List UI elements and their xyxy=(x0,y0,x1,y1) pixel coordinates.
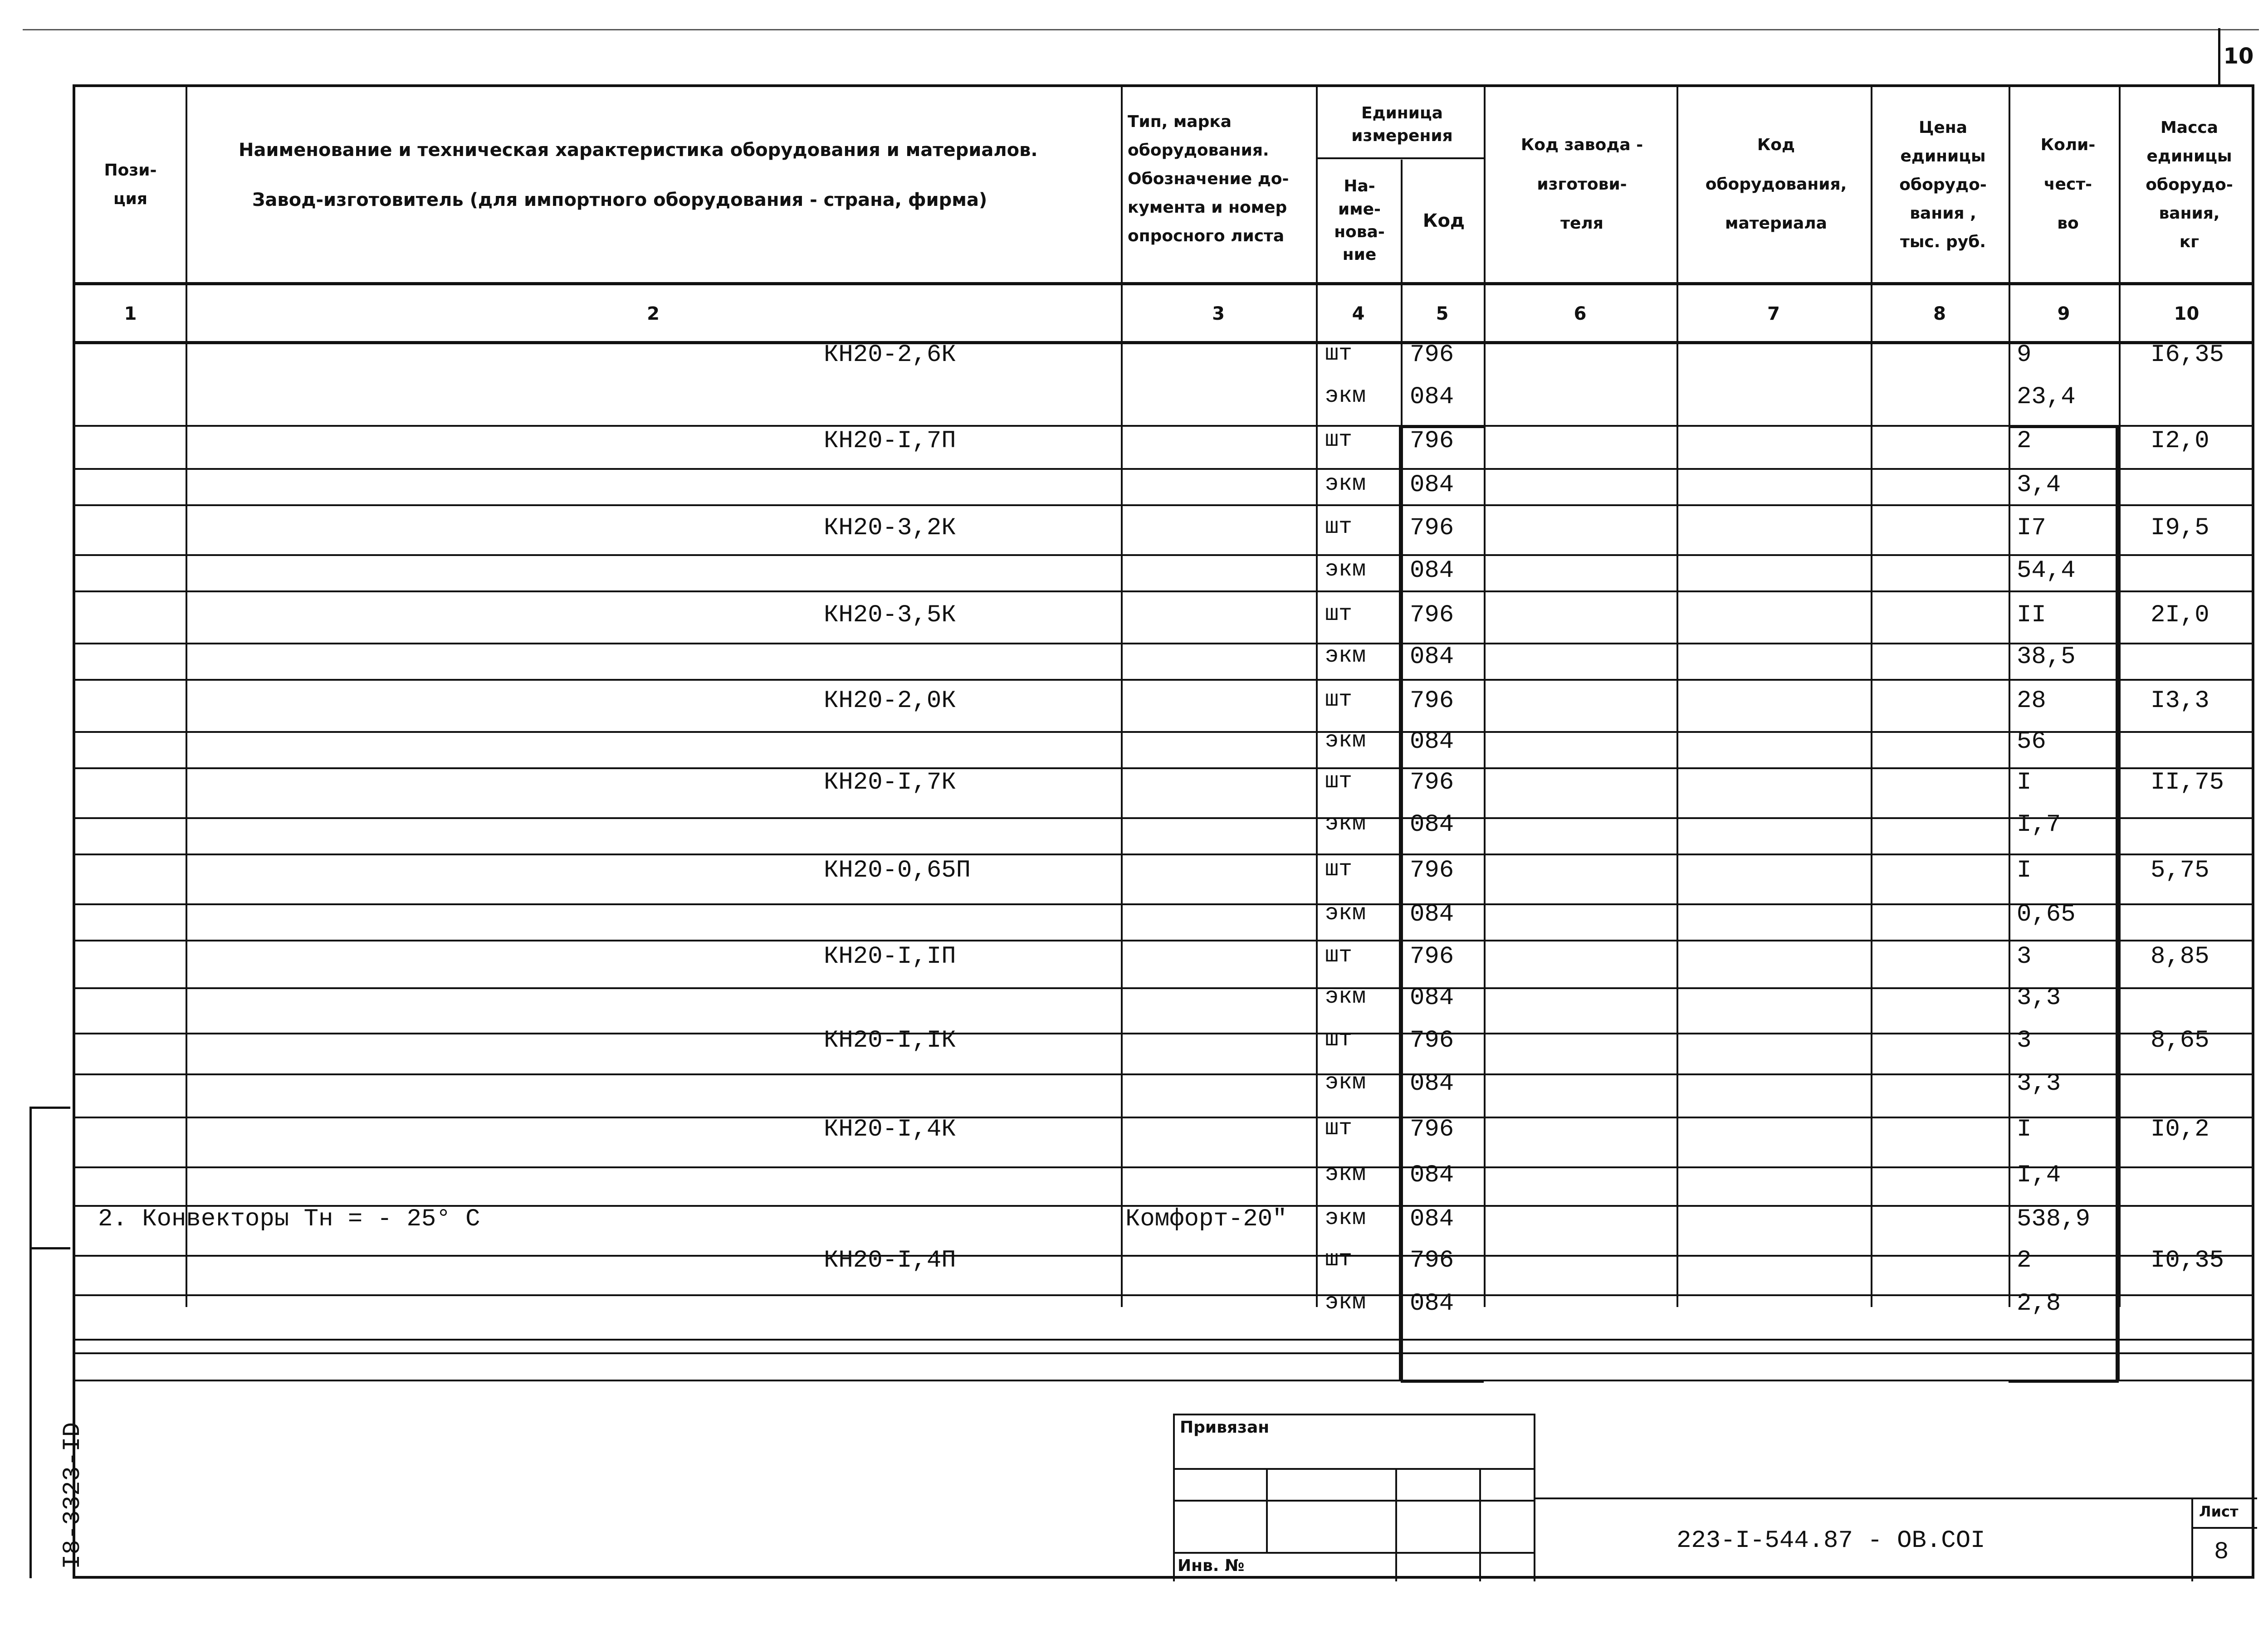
cell-mass: 2I,0 xyxy=(2151,601,2209,629)
cell-name: КН20-I,IП xyxy=(824,943,956,971)
grid-line xyxy=(75,425,2254,427)
grid-line xyxy=(186,87,187,1307)
cell-mass: 8,65 xyxy=(2151,1027,2209,1054)
cell-code: 796 xyxy=(1410,427,1454,455)
grid-line xyxy=(75,282,2254,285)
cell-unit: экм xyxy=(1325,984,1366,1010)
column-number-1: 1 xyxy=(124,303,137,324)
cell-mass: I6,35 xyxy=(2151,341,2224,369)
grid-line xyxy=(75,854,2254,855)
cell-name: КН20-0,65П xyxy=(824,857,971,884)
cell-type: Комфорт-20" xyxy=(1125,1205,1287,1233)
cell-qty: I7 xyxy=(2017,514,2046,542)
sheet-label: Лист xyxy=(2199,1503,2239,1520)
cell-qty: 3 xyxy=(2017,943,2032,971)
grid-line xyxy=(75,468,2254,470)
cell-name: КН20-3,5К xyxy=(824,601,956,629)
cell-mass: I0,2 xyxy=(2151,1116,2209,1143)
grid-line xyxy=(75,554,2254,556)
cell-qty: I xyxy=(2017,769,2032,796)
header-name-line1: Наименование и техническая характеристика оборудования и материалов. xyxy=(239,140,1038,161)
header-mass: Масса единицы оборудо- вания, кг xyxy=(2146,118,2233,251)
cell-mass: II,75 xyxy=(2151,769,2224,796)
grid-line xyxy=(75,1352,2254,1354)
grid-line xyxy=(75,817,2254,819)
cell-code: 796 xyxy=(1410,514,1454,542)
cell-unit: шт xyxy=(1325,1247,1353,1273)
cell-name: КН20-2,6К xyxy=(824,341,956,369)
grid-line xyxy=(1316,87,1318,1307)
cell-unit: шт xyxy=(1325,427,1353,453)
cell-mass: 5,75 xyxy=(2151,857,2209,884)
cell-code: 084 xyxy=(1410,811,1454,839)
top-border-line xyxy=(23,29,2259,30)
cell-unit: шт xyxy=(1325,514,1353,540)
cell-name: КН20-I,4К xyxy=(824,1116,956,1143)
cell-unit: шт xyxy=(1325,857,1353,883)
cell-code: 084 xyxy=(1410,471,1454,499)
cell-mass: I3,3 xyxy=(2151,687,2209,715)
cell-code: 796 xyxy=(1410,769,1454,796)
grid-line xyxy=(75,987,2254,989)
cell-qty: 538,9 xyxy=(2017,1205,2091,1233)
cell-code: 796 xyxy=(1410,1247,1454,1274)
column-number-10: 10 xyxy=(2174,303,2200,324)
cell-mass: I2,0 xyxy=(2151,427,2209,455)
header-type: Тип, марка оборудования. Обозначение до- кумента и номер опросного листа xyxy=(1128,112,1289,245)
cell-unit: шт xyxy=(1325,1116,1353,1141)
cell-name: КН20-I,7П xyxy=(824,427,956,455)
column-number-8: 8 xyxy=(1933,303,1946,324)
grid-line xyxy=(75,1255,2254,1257)
cell-unit: шт xyxy=(1325,943,1353,969)
cell-code: 796 xyxy=(1410,1027,1454,1054)
cell-name: КН20-I,7К xyxy=(824,769,956,796)
grid-line xyxy=(75,940,2254,941)
document-number: 223-I-544.87 - ОВ.COI xyxy=(1677,1527,1985,1555)
cell-unit: экм xyxy=(1325,1290,1366,1316)
cell-qty: 0,65 xyxy=(2017,901,2076,928)
cell-unit: экм xyxy=(1325,557,1366,583)
column-number-7: 7 xyxy=(1767,303,1780,324)
column-number-6: 6 xyxy=(1574,303,1587,324)
cell-code: 084 xyxy=(1410,1290,1454,1317)
cell-mass: 8,85 xyxy=(2151,943,2209,971)
cell-qty: 2 xyxy=(2017,427,2032,455)
grid-line xyxy=(75,1339,2254,1341)
cell-code: 084 xyxy=(1410,901,1454,928)
cell-code: 796 xyxy=(1410,943,1454,971)
cell-unit: экм xyxy=(1325,643,1366,669)
cell-qty: 54,4 xyxy=(2017,557,2076,585)
header-unit: Единица измерения xyxy=(1351,103,1453,145)
grid-line xyxy=(75,1033,2254,1034)
column-number-3: 3 xyxy=(1212,303,1225,324)
grid-line xyxy=(75,903,2254,905)
header-unit-code: Код xyxy=(1422,210,1465,231)
cell-code: 084 xyxy=(1410,557,1454,585)
cell-code: 084 xyxy=(1410,1205,1454,1233)
grid-line xyxy=(75,1166,2254,1168)
cell-qty: I,4 xyxy=(2017,1161,2061,1189)
cell-code: 084 xyxy=(1410,984,1454,1012)
stamp-privyazan-label: Привязан xyxy=(1180,1418,1270,1437)
cell-name: 2. Конвекторы Тн = - 25° С xyxy=(98,1205,480,1233)
cell-qty: I,7 xyxy=(2017,811,2061,839)
cell-qty: 3,3 xyxy=(2017,1070,2061,1097)
cell-code: 084 xyxy=(1410,383,1454,411)
cell-mass: I0,35 xyxy=(2151,1247,2224,1274)
column-number-4: 4 xyxy=(1352,303,1365,324)
cell-name: КН20-3,2К xyxy=(824,514,956,542)
grid-line xyxy=(75,590,2254,592)
grid-line xyxy=(75,1073,2254,1075)
cell-code: 796 xyxy=(1410,601,1454,629)
cell-qty: 56 xyxy=(2017,728,2046,756)
grid-line xyxy=(75,1117,2254,1118)
cell-unit: экм xyxy=(1325,728,1366,754)
cell-name: КН20-I,IК xyxy=(824,1027,956,1054)
cell-qty: 3,4 xyxy=(2017,471,2061,499)
grid-line xyxy=(1399,425,1403,1380)
cell-code: 796 xyxy=(1410,1116,1454,1143)
side-stamp-vertical xyxy=(29,1107,32,1578)
cell-qty: 3,3 xyxy=(2017,984,2061,1012)
cell-code: 084 xyxy=(1410,728,1454,756)
sheet-number: 8 xyxy=(2214,1538,2229,1566)
grid-line xyxy=(75,643,2254,644)
cell-code: 084 xyxy=(1410,1070,1454,1097)
cell-unit: шт xyxy=(1325,687,1353,713)
cell-unit: шт xyxy=(1325,601,1353,627)
cell-qty: 3 xyxy=(2017,1027,2032,1054)
cell-unit: экм xyxy=(1325,1161,1366,1187)
grid-line xyxy=(75,1294,2254,1296)
cell-qty: 28 xyxy=(2017,687,2046,715)
column-number-5: 5 xyxy=(1436,303,1449,324)
cell-unit: экм xyxy=(1325,471,1366,497)
header-unit-name: На- име- нова- ние xyxy=(1334,177,1385,264)
grid-line xyxy=(75,1380,2254,1381)
cell-name: КН20-I,4П xyxy=(824,1247,956,1274)
grid-line xyxy=(75,504,2254,506)
cell-qty: 38,5 xyxy=(2017,643,2076,671)
cell-unit: экм xyxy=(1325,901,1366,927)
grid-line xyxy=(75,679,2254,681)
grid-line xyxy=(75,731,2254,733)
header-position: Пози- ция xyxy=(104,161,157,208)
header-quantity: Коли- чест- во xyxy=(2040,136,2096,233)
corner-page-number: 10 xyxy=(2218,28,2257,85)
cell-qty: I xyxy=(2017,857,2032,884)
header-price: Цена единицы оборудо- вания , тыс. руб. xyxy=(1899,118,1987,251)
cell-qty: 23,4 xyxy=(2017,383,2076,411)
header-name-line2: Завод-изготовитель (для импортного оборудования - страна, фирма) xyxy=(252,190,987,210)
side-stamp-line-1 xyxy=(29,1107,70,1109)
cell-code: 084 xyxy=(1410,643,1454,671)
cell-qty: 2 xyxy=(2017,1247,2032,1274)
header-factory-code: Код завода - изготови- теля xyxy=(1520,136,1643,233)
grid-line xyxy=(1121,87,1123,1307)
cell-unit: шт xyxy=(1325,341,1353,367)
cell-unit: экм xyxy=(1325,1070,1366,1096)
cell-qty: I xyxy=(2017,1116,2032,1143)
cell-mass: I9,5 xyxy=(2151,514,2209,542)
header-equipment-code: Код оборудования, материала xyxy=(1705,136,1847,233)
cell-unit: экм xyxy=(1325,811,1366,837)
cell-code: 796 xyxy=(1410,857,1454,884)
cell-code: 796 xyxy=(1410,687,1454,715)
column-number-2: 2 xyxy=(647,303,660,324)
side-stamp-line-2 xyxy=(29,1247,70,1249)
grid-line xyxy=(75,767,2254,769)
cell-code: 796 xyxy=(1410,341,1454,369)
cell-unit: шт xyxy=(1325,769,1353,795)
grid-line xyxy=(2116,425,2120,1380)
grid-line xyxy=(75,341,2254,344)
stamp-inventory-label: Инв. № xyxy=(1178,1556,1245,1575)
cell-qty: II xyxy=(2017,601,2046,629)
cell-qty: 9 xyxy=(2017,341,2032,369)
column-number-9: 9 xyxy=(2057,303,2070,324)
cell-unit: экм xyxy=(1325,383,1366,409)
side-archive-label: I8-3323-ID xyxy=(59,1422,87,1569)
cell-qty: 2,8 xyxy=(2017,1290,2061,1317)
cell-code: 084 xyxy=(1410,1161,1454,1189)
specification-sheet xyxy=(73,84,2254,1579)
cell-unit: экм xyxy=(1325,1205,1366,1231)
cell-unit: шт xyxy=(1325,1027,1353,1053)
cell-name: КН20-2,0К xyxy=(824,687,956,715)
